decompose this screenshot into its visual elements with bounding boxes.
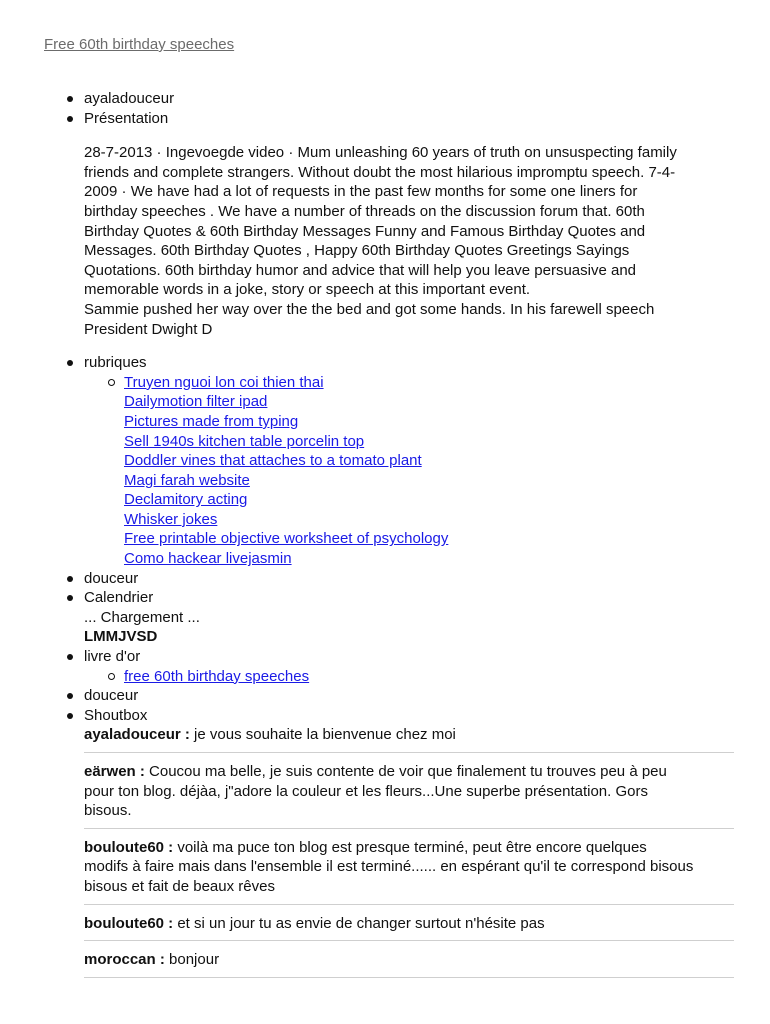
rubrique-link[interactable]: Truyen nguoi lon coi thien thai: [124, 373, 324, 391]
shoutbox-messages: [84, 725, 734, 977]
page-title-link[interactable]: Free 60th birthday speeches: [44, 36, 235, 53]
rubrique-link[interactable]: Whisker jokes: [124, 510, 218, 528]
livre-links: [84, 667, 734, 687]
rubrique-item: [124, 529, 734, 549]
list-item-douceur-2: [84, 686, 734, 706]
shout-entry: [84, 941, 734, 978]
shout-author: bouloute60 :: [84, 914, 174, 932]
shout-author: bouloute60 :: [84, 838, 174, 856]
list-item-calendrier: [84, 588, 734, 647]
rubrique-item: [124, 373, 734, 393]
article-line: Quotations. 60th birthday humor and advice that will help you leave persuasive and: [84, 261, 637, 279]
rubrique-link[interactable]: Dailymotion filter ipad: [124, 393, 268, 411]
list-item-livre: [84, 647, 734, 686]
article-line: friends and complete strangers. Without doubt the most hilarious impromptu speech. 7-4-: [84, 163, 676, 181]
presentation-label: Présentation: [84, 109, 169, 127]
shout-author: moroccan :: [84, 951, 165, 969]
list-item-shoutbox: [84, 706, 734, 978]
list-item-author: [84, 89, 734, 109]
rubrique-item: [124, 412, 734, 432]
shout-text: bonjour: [169, 951, 220, 969]
calendrier-loading: ... Chargement ...: [84, 608, 200, 626]
rubrique-link[interactable]: Doddler vines that attaches to a tomato plant: [124, 452, 422, 470]
shout-text: Coucou ma belle, je suis contente de voir que finalement tu trouves peu à peu: [149, 763, 667, 780]
article-line: memorable words in a joke, story or speech at this important event.: [84, 281, 531, 299]
rubrique-link[interactable]: Magi farah website: [124, 471, 250, 489]
shout-text: modifs à faire mais dans l'ensemble il est terminé...... en espérant qu'il te correspond bisous: [84, 858, 694, 876]
article-line: birthday speeches . We have a number of threads on the discussion forum that. 60th: [84, 202, 645, 220]
shout-entry: [84, 829, 734, 905]
shout-entry: [84, 725, 734, 753]
shout-text: bisous.: [84, 802, 132, 820]
list-item-presentation: [84, 109, 734, 340]
calendrier-label: Calendrier: [84, 589, 154, 607]
shout-text: je vous souhaite la bienvenue chez moi: [194, 726, 456, 744]
article-line: 28-7-2013 · Ingevoegde video · Mum unleashing 60 years of truth on unsuspecting family: [84, 144, 677, 162]
shout-text: et si un jour tu as envie de changer surtout n'hésite pas: [177, 914, 545, 932]
shout-entry: [84, 905, 734, 942]
list-item-douceur: [84, 569, 734, 589]
livre-link[interactable]: free 60th birthday speeches: [124, 667, 310, 685]
calendrier-days: LMMJVSD: [84, 628, 158, 646]
douceur-label: douceur: [84, 687, 139, 705]
shout-entry: [84, 753, 734, 829]
rubrique-link[interactable]: Pictures made from typing: [124, 412, 299, 430]
rubriques-links: [84, 373, 734, 569]
rubrique-item: [124, 471, 734, 491]
rubrique-link[interactable]: Sell 1940s kitchen table porcelin top: [124, 432, 365, 450]
rubrique-item: [124, 432, 734, 452]
author-label: ayaladouceur: [84, 90, 175, 107]
shout-text: bisous et fait de beaux rêves: [84, 877, 275, 895]
rubrique-link[interactable]: Como hackear livejasmin: [124, 550, 292, 568]
rubrique-item: [124, 451, 734, 471]
article-body: [84, 143, 734, 339]
rubrique-link[interactable]: Declamitory acting: [124, 491, 248, 509]
rubrique-link[interactable]: Free printable objective worksheet of psychology: [124, 530, 449, 548]
article-line: Sammie pushed her way over the the bed and got some hands. In his farewell speech: [84, 300, 655, 318]
shout-author: ayaladouceur :: [84, 726, 190, 744]
livre-label: livre d'or: [84, 648, 141, 666]
shout-text: voilà ma puce ton blog est presque terminé, peut être encore quelques: [177, 838, 647, 856]
shout-text: pour ton blog. déjàa, j"adore la couleur et les fleurs...Une superbe présentation. Gors: [84, 782, 648, 800]
article-line: President Dwight D: [84, 320, 213, 338]
douceur-label: douceur: [84, 569, 139, 587]
rubrique-item: [124, 549, 734, 569]
article-line: Birthday Quotes & 60th Birthday Messages Funny and Famous Birthday Quotes and: [84, 222, 646, 240]
shout-author: eärwen :: [84, 763, 145, 780]
rubriques-label: rubriques: [84, 354, 147, 372]
shoutbox-label: Shoutbox: [84, 706, 148, 724]
article-line: 2009 · We have had a lot of requests in the past few months for some one liners for: [84, 183, 638, 201]
main-list: [84, 89, 734, 978]
list-item-rubriques: [84, 353, 734, 569]
rubrique-item: [124, 510, 734, 530]
livre-item: [124, 667, 734, 687]
rubrique-item: [124, 392, 734, 412]
article-line: Messages. 60th Birthday Quotes , Happy 60th Birthday Quotes Greetings Sayings: [84, 242, 630, 260]
rubrique-item: [124, 490, 734, 510]
